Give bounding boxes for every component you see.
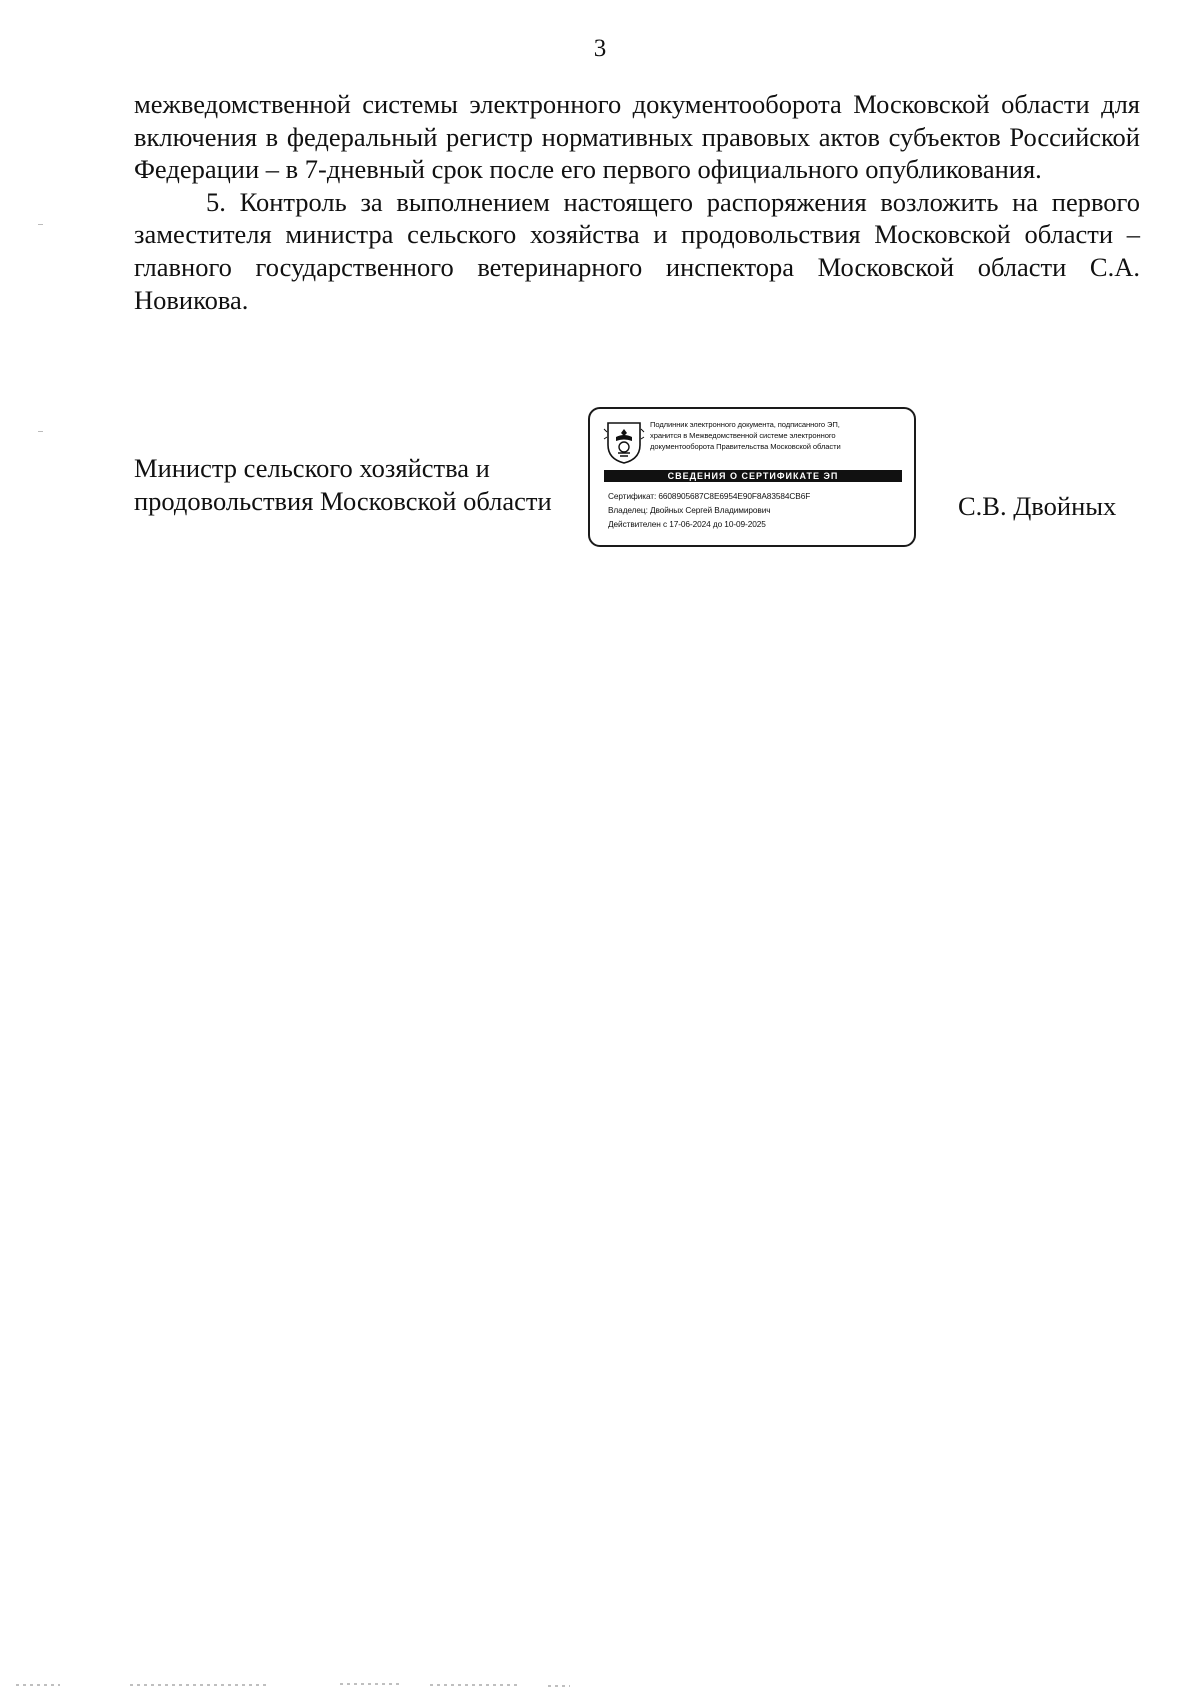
electronic-signature-stamp (588, 407, 916, 547)
paragraph-continuation: межведомственной системы электронного документооборота Московской области для включения в федеральный регистр нормативных правовых актов субъектов Российской Федерации – в 7-дневный срок после его первого официального опубликования. (134, 89, 1140, 185)
scan-margin-mark (38, 224, 43, 225)
stamp-header-line-2: хранится в Межведомственной системе электронного (650, 431, 836, 440)
stamp-certificate-number: Сертификат: 6608905687C8E6954E90F8A83584CB6F (608, 491, 811, 501)
scan-edge-marks (0, 1680, 1200, 1690)
stamp-header (650, 419, 908, 452)
document-body (134, 88, 1140, 316)
stamp-validity: Действителен с 17-06-2024 до 10-09-2025 (608, 519, 766, 529)
coat-of-arms-icon (602, 419, 646, 465)
position-line-2: продовольствия Московской области (134, 485, 552, 516)
paragraph-5: 5. Контроль за выполнением настоящего распоряжения возложить на первого заместителя министра сельского хозяйства и продовольствия Московской области – главного государственного ветеринарного инспектора Московской области С.А. Новикова. (134, 186, 1140, 315)
stamp-owner: Владелец: Двойных Сергей Владимирович (608, 505, 771, 515)
position-line-1: Министр сельского хозяйства и (134, 453, 490, 483)
stamp-header-line-3: документооборота Правительства Московской области (650, 442, 841, 451)
stamp-certificate-title: СВЕДЕНИЯ О СЕРТИФИКАТЕ ЭП (604, 470, 902, 482)
signatory-name: С.В. Двойных (958, 491, 1117, 521)
scan-margin-mark (38, 431, 43, 432)
page-number: 3 (593, 35, 607, 62)
stamp-header-line-1: Подлинник электронного документа, подписанного ЭП, (650, 420, 840, 429)
stamp-details (608, 489, 908, 531)
